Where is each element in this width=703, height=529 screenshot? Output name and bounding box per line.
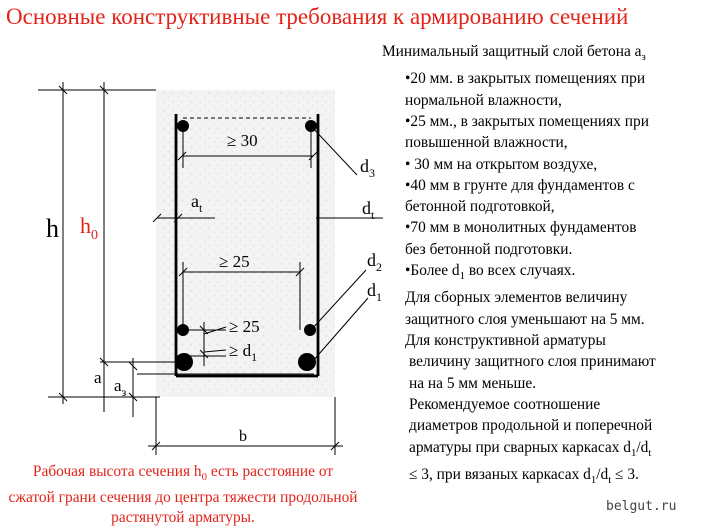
page-title: Основные конструктивные требования к армированию сечений — [6, 4, 629, 29]
requirement-1: •20 мм. в закрытых помещениях при — [405, 70, 646, 88]
dim-spacing-30: ≥ 30 — [227, 131, 258, 150]
label-at: $a_t$ — [191, 191, 203, 215]
requirement-4: •40 мм в грунте для фундаментов с — [405, 176, 635, 194]
label-b: b — [239, 428, 247, 445]
requirement-2: •25 мм., в закрытых помещениях при — [405, 112, 649, 130]
requirement-5: •70 мм в монолитных фундаментов — [405, 219, 637, 237]
second-row-bar-right — [304, 324, 316, 336]
requirement-6: •Более $d_1$ во всех случаях. — [405, 262, 576, 283]
label-dt: $d_t$ — [362, 198, 375, 222]
constructive-note-3: на на 5 мм меньше. — [409, 374, 537, 392]
label-h0: $h_0$ — [80, 213, 98, 243]
label-a: a — [94, 368, 102, 387]
watermark: belgut.ru — [606, 499, 677, 514]
prefab-note-2: защитного слоя уменьшают на 5 мм. — [405, 310, 645, 328]
ratio-note-3: арматуры при сварных каркасах $d_1/d_t$ — [409, 438, 652, 459]
prefab-note-1: Для сборных элементов величину — [405, 289, 628, 307]
requirement-3: • 30 мм на открытом воздухе, — [405, 155, 598, 173]
bottom-bar-right — [298, 353, 316, 371]
requirement-1-cont: нормальной влажности, — [405, 91, 562, 109]
label-d3: $d_3$ — [360, 156, 375, 180]
requirement-2-cont: повышенной влажности, — [405, 134, 568, 152]
top-bar-right — [305, 120, 317, 132]
ratio-note-1: Рекомендуемое соотношение — [409, 395, 601, 413]
constructive-note-2: величину защитного слоя принимают — [409, 353, 656, 371]
second-row-bar-left — [177, 324, 189, 336]
constructive-note-1: Для конструктивной арматуры — [405, 332, 606, 350]
top-bar-left — [177, 120, 189, 132]
label-d1: $d_1$ — [367, 280, 382, 304]
bottom-bar-left — [175, 353, 193, 371]
ratio-note-4: ≤ 3, при вязаных каркасах $d_1/d_t \le 3$. — [409, 465, 639, 486]
ratio-note-2: диаметров продольной и поперечной — [409, 417, 653, 435]
dim-spacing-25-bottom: ≥ 25 — [229, 317, 260, 336]
dim-spacing-25-top: ≥ 25 — [219, 252, 250, 271]
cover-heading: Минимальный защитный слой бетона $a_з$ — [382, 43, 646, 64]
label-h: h — [46, 214, 59, 243]
requirement-5-cont: без бетонной подготовки. — [405, 240, 573, 258]
requirement-4-cont: бетонной подготовкой, — [405, 198, 555, 216]
label-d2: $d_2$ — [367, 250, 382, 274]
dim-spacing-d1: ≥ $d_1$ — [229, 341, 258, 364]
requirements-text — [376, 41, 701, 491]
working-height-note: Рабочая высота сечения $h_0$ есть расстояние от сжатой грани сечения до центра тяжести продольной растянутой арматуры. — [8, 463, 358, 527]
label-a3: $a_з$ — [114, 376, 127, 399]
